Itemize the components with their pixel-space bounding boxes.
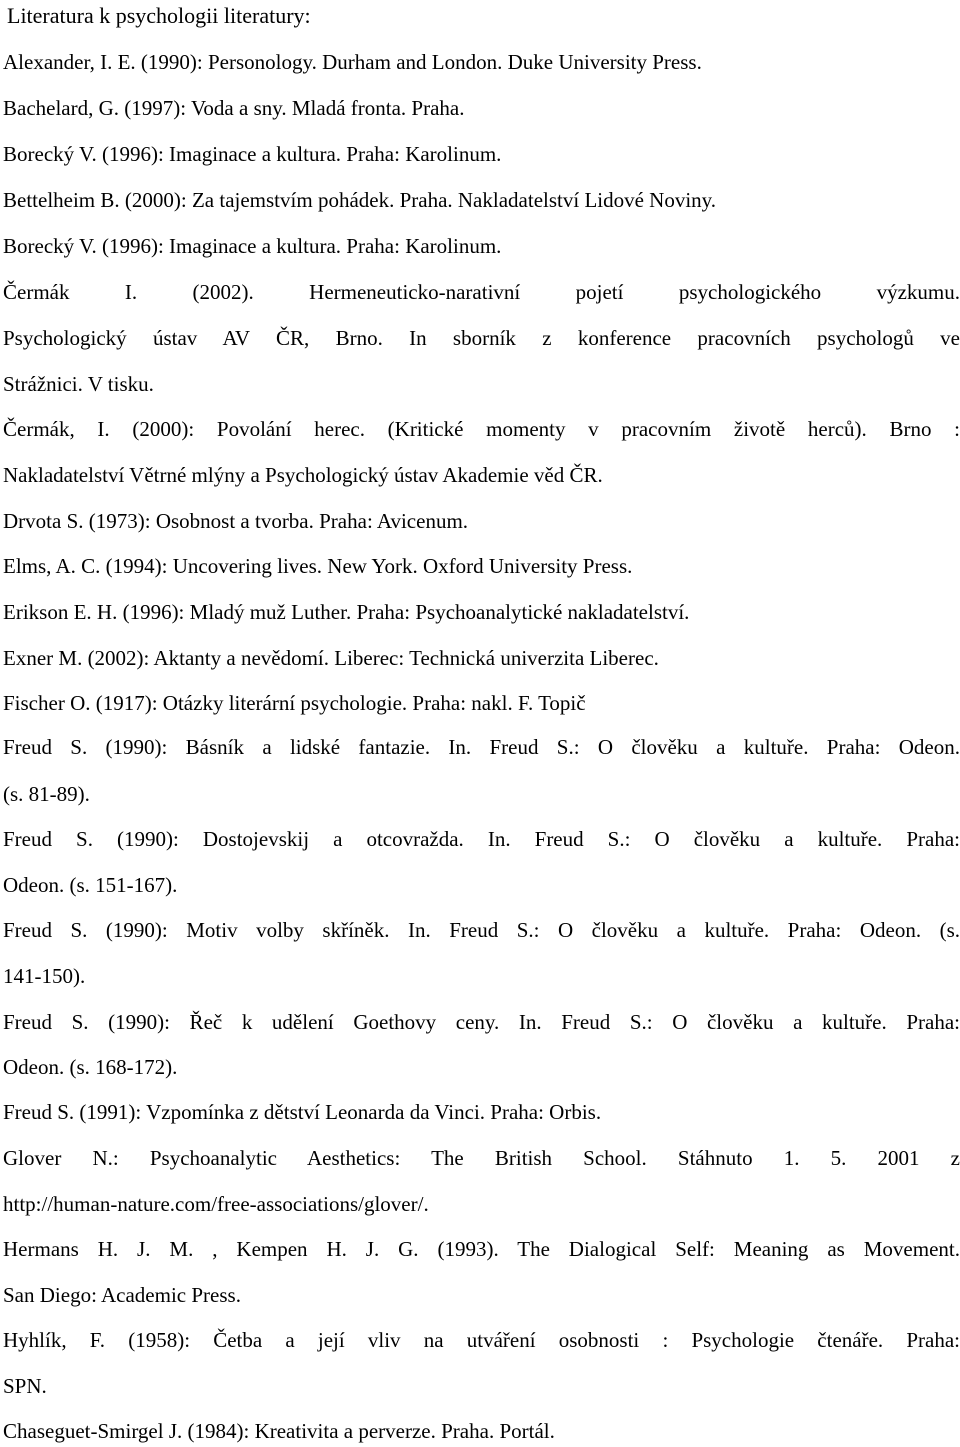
reference-line: Bettelheim B. (2000): Za tajemstvím pohádek. Praha. Nakladatelství Lidové Noviny. bbox=[3, 188, 717, 212]
reference-line: Glover N.: Psychoanalytic Aesthetics: The British School. Stáhnuto 1. 5. 2001 z bbox=[3, 1146, 960, 1170]
reference-line: Freud S. (1990): Dostojevskij a otcovražda. In. Freud S.: O člověku a kultuře. Praha: bbox=[3, 827, 960, 851]
reference-link[interactable]: http://human-nature.com/free-associations/glover/. bbox=[3, 1192, 429, 1216]
reference-line: (s. 81-89). bbox=[3, 782, 90, 806]
reference-line: Čermák, I. (2000): Povolání herec. (Kritické momenty v pracovním životě herců). Brno : bbox=[3, 417, 960, 441]
reference-line: Nakladatelství Větrné mlýny a Psychologický ústav Akademie věd ČR. bbox=[3, 463, 603, 487]
reference-line: Drvota S. (1973): Osobnost a tvorba. Praha: Avicenum. bbox=[3, 509, 469, 533]
reference-line: Erikson E. H. (1996): Mladý muž Luther. Praha: Psychoanalytické nakladatelství. bbox=[3, 600, 690, 624]
reference-line: Psychologický ústav AV ČR, Brno. In sborník z konference pracovních psychologů ve bbox=[3, 326, 960, 350]
reference-line: Bachelard, G. (1997): Voda a sny. Mladá fronta. Praha. bbox=[3, 96, 465, 120]
reference-line: 141-150). bbox=[3, 964, 86, 988]
reference-line: San Diego: Academic Press. bbox=[3, 1283, 241, 1307]
reference-line: Hyhlík, F. (1958): Četba a její vliv na utváření osobnosti : Psychologie čtenáře. Praha: bbox=[3, 1328, 960, 1352]
reference-line: Freud S. (1990): Básník a lidské fantazie. In. Freud S.: O člověku a kultuře. Praha: Odeon. bbox=[3, 735, 960, 759]
reference-line: Freud S. (1990): Motiv volby skříněk. In. Freud S.: O člověku a kultuře. Praha: Odeon. (s. bbox=[3, 918, 960, 942]
reference-line: Exner M. (2002): Aktanty a nevědomí. Liberec: Technická univerzita Liberec. bbox=[3, 646, 659, 670]
reference-line: Freud S. (1991): Vzpomínka z dětství Leonarda da Vinci. Praha: Orbis. bbox=[3, 1100, 602, 1124]
reference-line: Odeon. (s. 168-172). bbox=[3, 1055, 178, 1079]
reference-line: Alexander, I. E. (1990): Personology. Durham and London. Duke University Press. bbox=[3, 50, 702, 74]
reference-line: Čermák I. (2002). Hermeneuticko-narativní pojetí psychologického výzkumu. bbox=[3, 280, 960, 304]
reference-line: Strážnici. V tisku. bbox=[3, 372, 154, 396]
reference-line: Freud S. (1990): Řeč k udělení Goethovy ceny. In. Freud S.: O člověku a kultuře. Praha: bbox=[3, 1010, 960, 1034]
document-title: Literatura k psychologii literatury: bbox=[7, 3, 311, 28]
reference-line: Elms, A. C. (1994): Uncovering lives. New York. Oxford University Press. bbox=[3, 554, 633, 578]
reference-line: SPN. bbox=[3, 1374, 47, 1398]
reference-line: Borecký V. (1996): Imaginace a kultura. Praha: Karolinum. bbox=[3, 234, 502, 258]
reference-line: Borecký V. (1996): Imaginace a kultura. Praha: Karolinum. bbox=[3, 142, 502, 166]
reference-line: Chaseguet-Smirgel J. (1984): Kreativita a perverze. Praha. Portál. bbox=[3, 1419, 555, 1443]
reference-line: Fischer O. (1917): Otázky literární psychologie. Praha: nakl. F. Topič bbox=[3, 691, 586, 715]
reference-line: Odeon. (s. 151-167). bbox=[3, 873, 178, 897]
reference-line: Hermans H. J. M. , Kempen H. J. G. (1993). The Dialogical Self: Meaning as Movement. bbox=[3, 1237, 960, 1261]
